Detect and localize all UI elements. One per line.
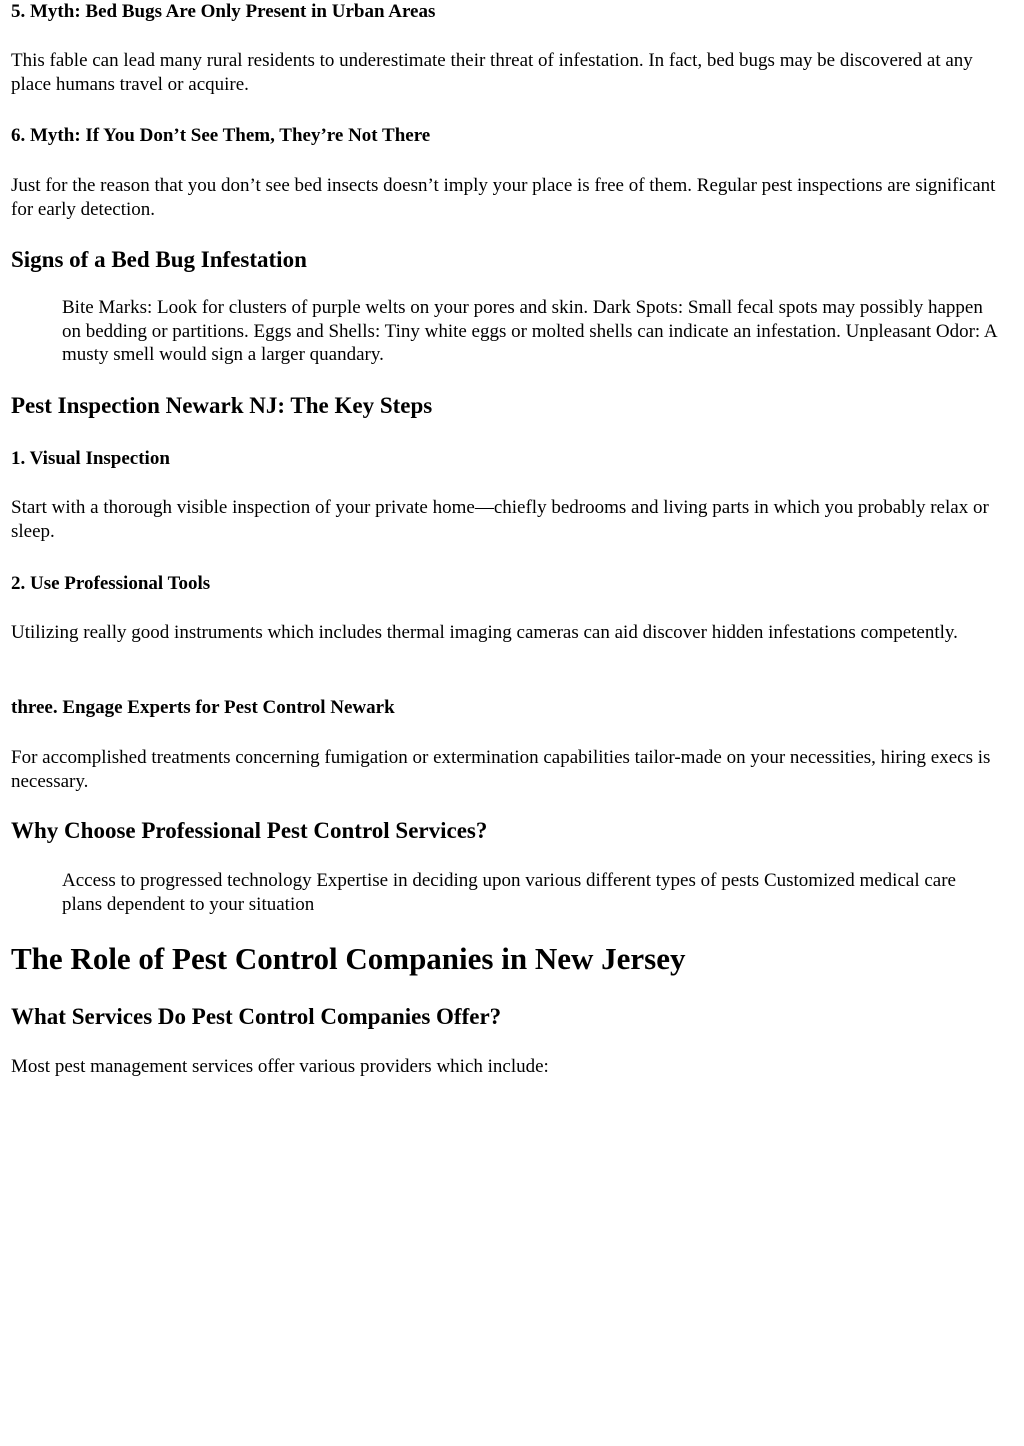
myth6-heading: 6. Myth: If You Don’t See Them, They’re Not There: [11, 125, 431, 146]
myth6-paragraph: Just for the reason that you don’t see bed insects doesn’t imply your place is free of them. Regular pest inspections are significant for early detection.: [11, 175, 996, 220]
step3-heading: three. Engage Experts for Pest Control Newark: [11, 697, 395, 718]
step2-paragraph: Utilizing really good instruments which includes thermal imaging cameras can aid discover hidden infestations competently.: [11, 622, 958, 643]
inspection-heading: Pest Inspection Newark NJ: The Key Steps: [11, 393, 433, 418]
role-heading: The Role of Pest Control Companies in New Jersey: [11, 941, 686, 976]
step3-paragraph: For accomplished treatments concerning fumigation or extermination capabilities tailor-made on your necessities, hiring execs is necessary.: [11, 747, 991, 792]
step1-paragraph: Start with a thorough visible inspection of your private home—chiefly bedrooms and living parts in which you probably relax or sleep.: [11, 497, 989, 542]
signs-heading: Signs of a Bed Bug Infestation: [11, 247, 307, 272]
services-heading: What Services Do Pest Control Companies Offer?: [11, 1004, 502, 1029]
myth5-heading: 5. Myth: Bed Bugs Are Only Present in Urban Areas: [11, 1, 436, 22]
why-professional-blockquote: Access to progressed technology Expertise in deciding upon various different types of pests Customized medical care plans dependent to your situation: [62, 870, 956, 915]
services-paragraph: Most pest management services offer various providers which include:: [11, 1056, 549, 1077]
signs-blockquote: Bite Marks: Look for clusters of purple welts on your pores and skin. Dark Spots: Small fecal spots may possibly happen on bedding or partitions. Eggs and Shells: Tiny white eggs or molted shells can indicate an infestation. Unpleasant Odor: A musty smell would sign a larger quandary.: [62, 297, 997, 365]
step1-heading: 1. Visual Inspection: [11, 448, 170, 469]
why-professional-heading: Why Choose Professional Pest Control Services?: [11, 818, 488, 843]
step2-heading: 2. Use Professional Tools: [11, 573, 211, 594]
myth5-paragraph: This fable can lead many rural residents to underestimate their threat of infestation. In fact, bed bugs may be discovered at any place humans travel or acquire.: [11, 50, 973, 95]
